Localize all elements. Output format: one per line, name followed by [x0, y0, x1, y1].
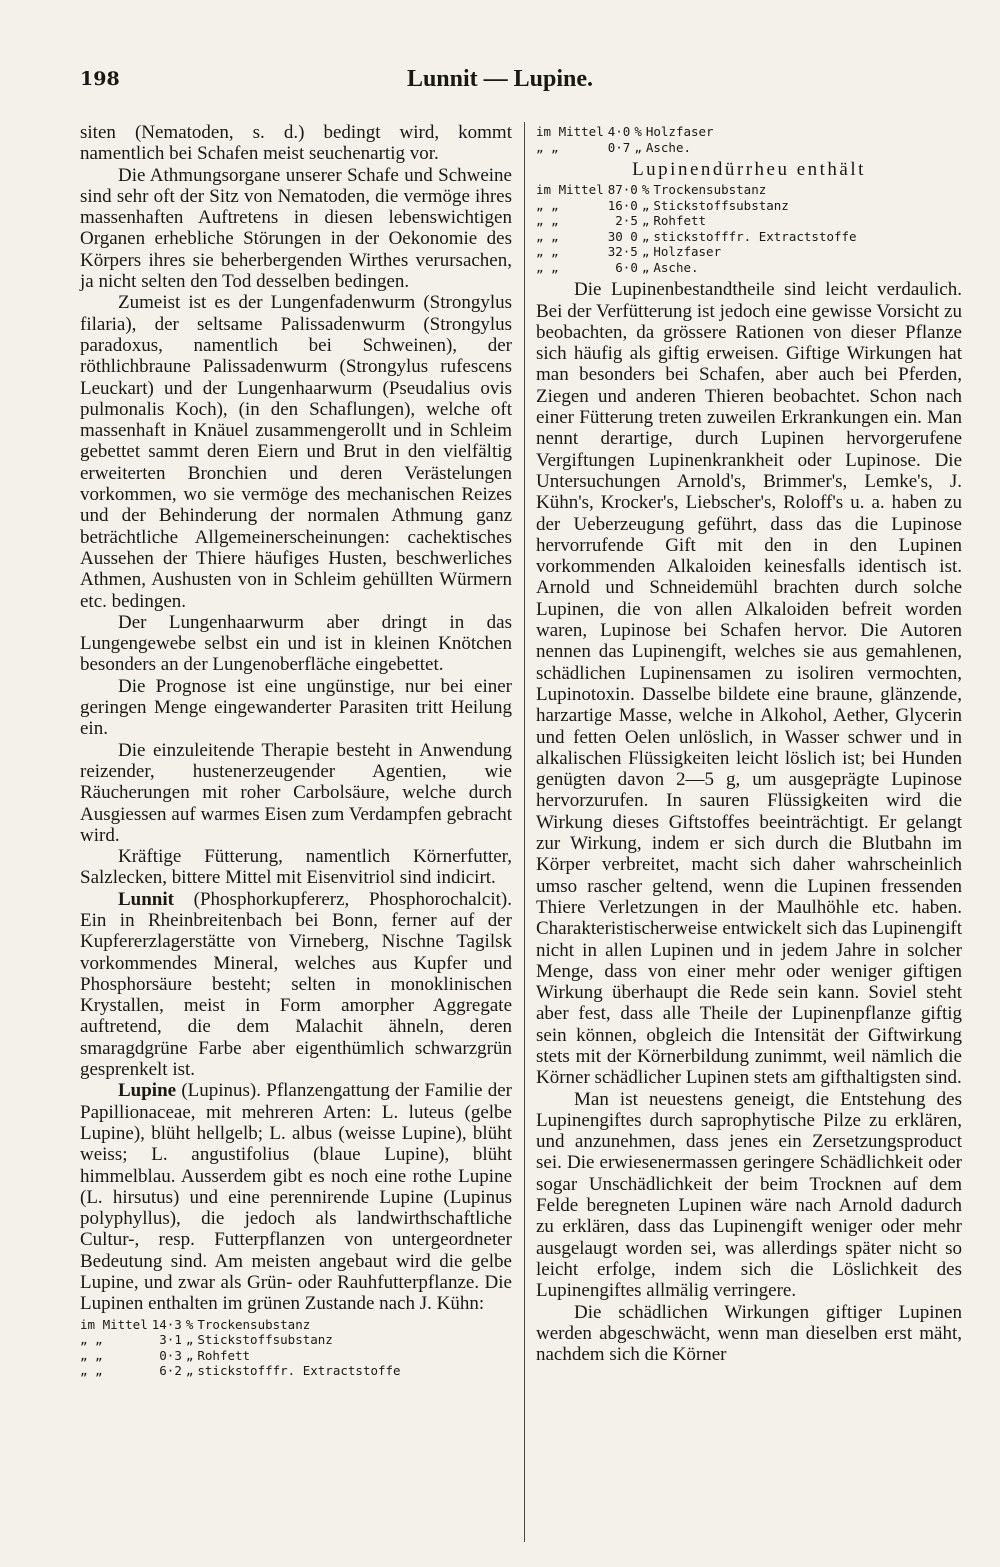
entry-head-lunnit: Lunnit [118, 888, 174, 910]
paragraph: Die einzuleitende Therapie besteht in Anwendung reizender, hustenerzeugender Agentien, wie Räucherungen mit roher Carbolsäure, welche durch Ausgiessen auf warmes Eisen zum Verdampfen gebracht wird. [80, 739, 512, 846]
table-cell: Holzfaser [645, 124, 714, 139]
table-cell: 6·2 [159, 1363, 182, 1379]
table-row [536, 213, 861, 229]
table-cell: „ [641, 213, 650, 229]
right-column [536, 122, 962, 1365]
table-cell: % [641, 182, 650, 198]
table-cell: „ „ [80, 1347, 103, 1363]
table-cell: stickstofffr. Extractstoffe [197, 1363, 401, 1379]
table-row [536, 260, 861, 276]
table-cell: 87·0 [607, 182, 638, 198]
paragraph: Die Prognose ist eine ungünstige, nur bei einer geringen Menge eingewanderter Parasiten tritt Heilung ein. [80, 675, 512, 740]
composition-table-green-continued [536, 124, 718, 155]
paragraph: Man ist neuestens geneigt, die Entstehung des Lupinengiftes durch saprophytische Pilze zu erklären, und anzunehmen, dass jenes ein Zersetzungsproduct sei. Die erwiesenermassen geringere Schädlichkeit oder sogar Unschädlichkeit der beim Trocknen auf dem Felde beregneten Lupinen wäre nach Arnold dadurch zu erklären, dass das Lupinengift weniger oder mehr ausgelaugt worden sei, was allerdings später nicht so leicht erfolge, indem sich die Löslichkeit des Lupinengiftes allmälig verringere. [536, 1088, 962, 1302]
table-row [80, 1332, 405, 1348]
table-row [80, 1363, 405, 1379]
table-cell: 6·0 [615, 259, 638, 275]
paragraph: Kräftige Fütterung, namentlich Körnerfutter, Salzlecken, bittere Mittel mit Eisenvitriol sind indicirt. [80, 846, 512, 889]
table-cell: % [634, 124, 642, 139]
table-cell: Rohfett [197, 1347, 251, 1363]
table-cell: im Mittel [536, 182, 604, 198]
paragraph: Die Athmungsorgane unserer Schafe und Schweine sind sehr oft der Sitz von Nematoden, die vermöge ihres massenhaften Auftretens in diesen lebenswichtigen Organen erhebliche Störungen in der Oekonomie des Körpers ihres sie beherbergenden Wirthes verursachen, ja nicht selten den Tod desselben bedingen. [80, 164, 512, 293]
table-heading-lupinenheu: Lupinendürrheu enthält [632, 159, 866, 180]
composition-table-hay [536, 182, 861, 275]
entry-lupine [80, 1080, 512, 1314]
table-cell: 30 0 [607, 228, 638, 244]
table-cell: Asche. [653, 259, 699, 275]
paragraph: Die Lupinenbestandtheile sind leicht verdaulich. Bei der Verfütterung ist jedoch eine gewisse Vorsicht zu beobachten, da grössere Rationen von dieser Pflanze sich häufig als giftig erweisen. Giftige Wirkungen hat man besonders bei Schafen, aber auch bei Pferden, Ziegen und anderen Thieren beobachtet. Schon nach einer Fütterung treten zuweilen Erkrankungen ein. Man nennt derartige, durch Lupinen hervorgerufene Vergiftungen Lupinenkrankheit oder Lupinose. Die Untersuchungen Arnold's, Brimmer's, Lemke's, J. Kühn's, Krocker's, Liebscher's, Roloff's u. a. haben zu der Ueberzeugung geführt, dass das die Lupinose hervorrufende Gift mit den in den Lupinen vorkommenden Alkaloiden keinesfalls identisch ist. Arnold und Schneidemühl brachten durch solche Lupinen, die von allen Alkaloiden befreit worden waren, Lupinose bei Schafen hervor. Die Autoren nennen das Lupinengift, welches sie aus gemahlenen, schädlichen Lupinensamen zu isoliren vermochten, Lupinotoxin. Dasselbe bildete eine braune, glänzende, harzartige Masse, welche in Alkohol, Aether, Glycerin und fetten Oelen unlöslich, in Wasser schwer und in alkalischen Flüssigkeiten leicht löslich ist; bei Hunden genügten davon 2—5 g, um ausgeprägte Lupinose hervorzurufen. In sauren Flüssigkeiten wird die Wirkung dieses Giftstoffes beeinträchtigt. Er gelangt zur Wirkung, indem er sich durch die Blutbahn im Körper verbreitet, macht sich daher wahrscheinlich umso rascher geltend, wenn die Lupinen fressenden Thiere Verletzungen in der Maulhöhle etc. haben. Charakteristischerweise entwickelt sich das Lupinengift nicht in allen Lupinen und in jedem Jahre in solcher Menge, dass von einer mehr oder weniger giftigen Wirkung überhaupt die Rede sein kann. Soviel steht aber fest, dass alle Theile der Lupinenpflanze giftig sein können, obgleich die Intensität der Giftwirkung stets mit der Körnerbildung zunimmt, weil nämlich die Körner schädlicher Lupinen stets am gifthaltigsten sind. [536, 279, 962, 1089]
table-row [536, 244, 861, 260]
table-cell: „ [641, 244, 650, 260]
left-column [80, 122, 512, 1383]
table-cell: Stickstoffsubstanz [653, 197, 789, 213]
table-cell: „ [641, 259, 650, 275]
table-cell: „ [641, 228, 650, 244]
table-cell: 0·3 [159, 1347, 182, 1363]
entry-lunnit [80, 889, 512, 1081]
table-cell: „ „ [536, 213, 559, 229]
table-cell: „ [185, 1363, 194, 1379]
table-row [536, 198, 861, 214]
table-cell: „ „ [536, 139, 559, 155]
table-row [536, 140, 718, 156]
table-cell: „ [641, 197, 650, 213]
table-cell: 0·7 [607, 139, 631, 155]
table-cell: 16·0 [607, 197, 638, 213]
table-cell: „ „ [536, 244, 559, 260]
table-row [80, 1317, 405, 1333]
table-cell: Trockensubstanz [197, 1316, 311, 1332]
table-cell: „ „ [80, 1363, 103, 1379]
paragraph: Der Lungenhaarwurm aber dringt in das Lungengewebe selbst ein und ist in kleinen Knötchen besonders an der Lungenoberfläche eingebettet. [80, 611, 512, 676]
table-cell: „ [185, 1347, 194, 1363]
entry-head-lupine: Lupine [118, 1080, 177, 1102]
table-cell: im Mittel [536, 124, 604, 139]
table-cell: 2·5 [615, 213, 638, 229]
table-cell: „ [634, 139, 642, 155]
table-cell: % [185, 1316, 194, 1332]
table-cell: 4·0 [607, 124, 631, 139]
table-cell: „ „ [536, 197, 559, 213]
paragraph: siten (Nematoden, s. d.) bedingt wird, kommt namentlich bei Schafen meist seuchenartig vor. [80, 122, 512, 165]
table-cell: Asche. [645, 139, 691, 155]
column-divider [524, 122, 525, 1542]
table-cell: im Mittel [80, 1316, 148, 1332]
paragraph: Zumeist ist es der Lungenfadenwurm (Strongylus filaria), der seltsame Palissadenwurm (Strongylus paradoxus, namentlich bei Schweinen), der röthlichbraune Palissadenwurm (Strongylus rufescens Leuckart) und der Lungenhaarwurm (Pseudalius ovis pulmonalis Koch), (in den Schaflungen), welche oft massenhaft in Knäuel zusammengerollt und in Schleim gebettet sammt deren Eiern und Brut in den vielfältig erweiterten Bronchien und deren Verästelungen vorkommen, wo sie vermöge des mechanischen Reizes und der Behinderung der normalen Athmung ganz beträchtliche Allgemeinerscheinungen: cachektisches Aussehen der Thiere häufiges Husten, beschwerliches Athmen, Aushusten von in Schleim gehüllten Würmern etc. bedingen. [80, 292, 512, 612]
table-cell: „ „ [536, 228, 559, 244]
entry-text: (Lupinus). Pflanzengattung der Familie der Papillionaceae, mit mehreren Arten: L. luteus (gelbe Lupine), blüht hellgelb; L. albus (weisse Lupine), blüht weiss; L. angustifolius (blaue Lupine), blüht himmelblau. Ausserdem gibt es noch eine rothe Lupine (L. hirsutus) und eine perennirende Lupine (Lupinus polyphyllus), die jedoch als landwirthschaftliche Cultur-, resp. Futterpflanzen von untergeordneter Bedeutung sind. Am meisten angebaut wird die gelbe Lupine, und zwar als Grün- oder Rauhfutterpflanze. Die Lupinen enthalten im grünen Zustande nach J. Kühn: [80, 1080, 512, 1315]
table-row [536, 124, 718, 140]
table-cell: „ „ [536, 259, 559, 275]
table-cell: Trockensubstanz [653, 182, 767, 198]
table-cell: Stickstoffsubstanz [197, 1332, 333, 1348]
running-head: Lunnit — Lupine. [406, 66, 594, 92]
table-cell: stickstofffr. Extractstoffe [653, 228, 857, 244]
table-cell: Rohfett [653, 213, 707, 229]
table-cell: „ „ [80, 1332, 103, 1348]
table-cell: Holzfaser [653, 244, 722, 260]
composition-table-green [80, 1317, 405, 1379]
table-cell: „ [185, 1332, 194, 1348]
paragraph: Die schädlichen Wirkungen giftiger Lupinen werden abgeschwächt, wenn man dieselben erst mäht, nachdem sich die Körner [536, 1301, 962, 1366]
table-row [80, 1348, 405, 1364]
table-row [536, 182, 861, 198]
table-cell: 32·5 [607, 244, 638, 260]
table-row [536, 229, 861, 245]
page-number: 198 [80, 68, 120, 90]
table-cell: 14·3 [151, 1316, 182, 1332]
entry-text: (Phosphorkupfererz, Phosphorochalcit). Ein in Rheinbreitenbach bei Bonn, ferner auf der Kupfererzlagerstätte von Virneberg, Nischne Tagilsk vorkommendes Mineral, welches aus Kupfer und Phosphorsäure besteht; selten in monoklinischen Krystallen, meist in Form amorpher Aggregate auftretend, die dem Malachit ähneln, deren smaragdgrüne Farbe aber eigenthümlich schwarzgrün gesprenkelt ist. [80, 888, 512, 1081]
table-cell: 3·1 [159, 1332, 182, 1348]
